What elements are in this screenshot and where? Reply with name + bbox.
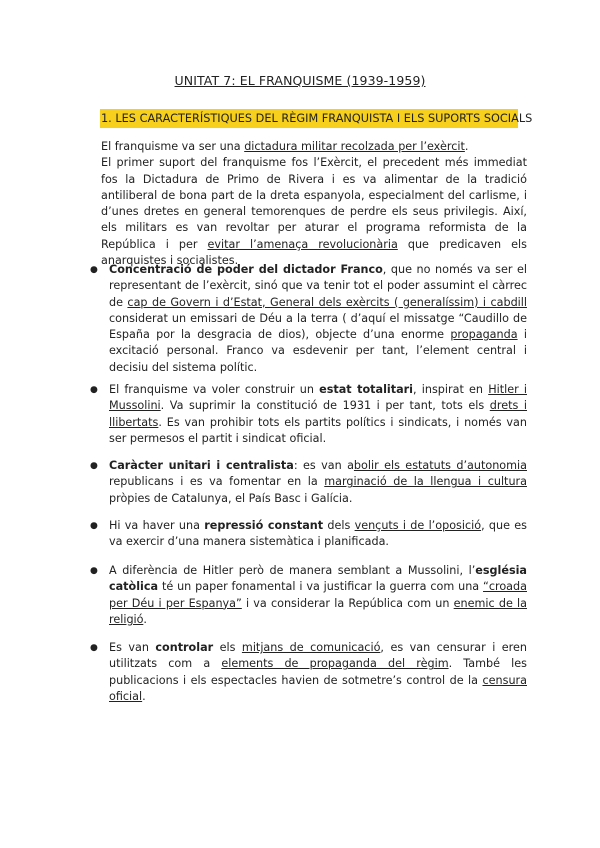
bullet-item: ● Concentració de poder del dictador Franco, que no només va ser el representant de l’exèrcit, sinó que va tenir tot el poder assumint el càrrec de cap de Govern i d’Estat, General dels exèrcits ( generalíssim) i cabdill considerat un emissari de Déu a la terra ( d’aquí el missatge “Caudillo de España por la desgracia de dios), objecte d’una enorme propaganda i excitació personal. Franco va esdevenir per tant, l’element central i decisiu del sistema polític. — [90, 262, 527, 376]
bullet-item: ● A diferència de Hitler però de manera semblant a Mussolini, l’església catòlica té un paper fonamental i va justificar la guerra com una “croada per Déu i per Espanya” i va considerar la República com un enemic de la religió. — [90, 563, 527, 628]
bullet-list-5 — [90, 563, 527, 628]
bullet-list-2 — [90, 382, 527, 447]
bullet-item: ● Hi va haver una repressió constant dels vençuts i de l’oposició, que es va exercir d’una manera sistemàtica i planificada. — [90, 518, 527, 551]
bullet-item: ● Es van controlar els mitjans de comunicació, es van censurar i eren utilitzats com a elements de propaganda del règim. També les publicacions i els espectacles havien de sotmetre’s control de la censura oficial. — [90, 640, 527, 705]
bullet-list-4 — [90, 518, 527, 551]
intro-text — [101, 139, 527, 269]
page-title: UNITAT 7: EL FRANQUISME (1939-1959) — [174, 73, 426, 88]
section-heading: 1. LES CARACTERÍSTIQUES DEL RÈGIM FRANQUISTA I ELS SUPORTS SOCIALS — [100, 109, 518, 128]
bullet-item: ● El franquisme va voler construir un estat totalitari, inspirat en Hitler i Mussolini. Va suprimir la constitució de 1931 i per tant, tots els drets i llibertats. Es van prohibir tots els partits polítics i sindicats, i només van ser permesos el partit i sindicat oficial. — [90, 382, 527, 447]
bullet-item: ● Caràcter unitari i centralista: es van abolir els estatuts d’autonomia republicans i es va fomentar en la marginació de la llengua i cultura pròpies de Catalunya, el País Basc i Galícia. — [90, 458, 527, 507]
bullet-list-3 — [90, 458, 527, 507]
bullet-list-6 — [90, 640, 527, 705]
intro-paragraph-1: El franquisme va ser una dictadura militar recolzada per l’exèrcit. — [101, 140, 469, 153]
intro-paragraph-2: El primer suport del franquisme fos l’Exèrcit, el precedent més immediat fos la Dictadura de Primo de Rivera i es va alimentar de la tradició antiliberal de bona part de la dreta espanyola, especialment del carlisme, i d’unes dretes en general temorenques de perdre els seus privilegis. Així, els militars es van revoltar per aturar el programa reformista de la República i per evitar l’amenaça revolucionària que predicaven els anarquistes i socialistes. — [101, 156, 527, 268]
bullet-list-1 — [90, 262, 527, 376]
